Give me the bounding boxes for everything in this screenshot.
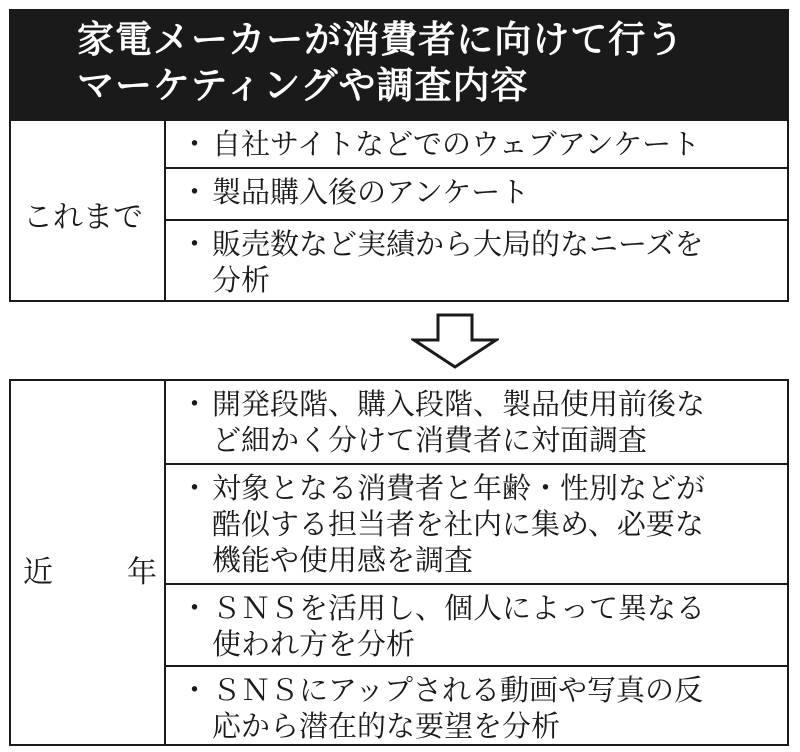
list-item — [166, 169, 787, 221]
list-item-text: ＳＮＳにアップされる動画や写真の反 応から潜在的な要望を分析 — [212, 673, 703, 743]
title-banner — [9, 9, 789, 121]
list-item — [166, 667, 787, 744]
list-item — [166, 585, 787, 667]
title-line-1: 家電メーカーが消費者に向けて行う — [77, 18, 685, 61]
list-item — [166, 121, 787, 169]
bullet-icon: ・ — [180, 387, 210, 421]
section-label-char-1: 近 — [23, 554, 53, 590]
list-item — [166, 381, 787, 465]
list-item-text: 販売数など実績から大局的なニーズを 分析 — [212, 227, 704, 297]
bullet-icon: ・ — [180, 591, 210, 625]
section-past — [9, 121, 789, 302]
list-item-text: 自社サイトなどでのウェブアンケート — [212, 127, 701, 161]
section-label-past — [11, 121, 166, 300]
list-item-text: 製品購入後のアンケート — [212, 175, 530, 209]
bullet-icon: ・ — [180, 471, 210, 505]
bullet-icon: ・ — [180, 175, 210, 209]
list-item — [166, 465, 787, 585]
list-item — [166, 221, 787, 300]
list-item-text: ＳＮＳを活用し、個人によって異なる 使われ方を分析 — [212, 591, 706, 661]
title-line-2: マーケティングや調査内容 — [77, 64, 529, 107]
bullet-icon: ・ — [180, 673, 210, 707]
down-arrow-outline-icon — [411, 313, 499, 370]
bullet-icon: ・ — [180, 127, 210, 161]
recent-items-list — [166, 381, 787, 744]
list-item-text: 対象となる消費者と年齢・性別などが 酷似する担当者を社内に集め、必要な 機能や使用感を調査 — [212, 471, 706, 577]
section-recent — [9, 379, 789, 746]
list-item-text: 開発段階、購入段階、製品使用前後な ど細かく分けて消費者に対面調査 — [212, 387, 706, 457]
section-label-recent — [11, 381, 166, 744]
past-items-list — [166, 121, 787, 300]
bullet-icon: ・ — [180, 227, 210, 261]
section-label-char-2: 年 — [127, 554, 157, 590]
section-label-text: これまで — [23, 199, 143, 235]
